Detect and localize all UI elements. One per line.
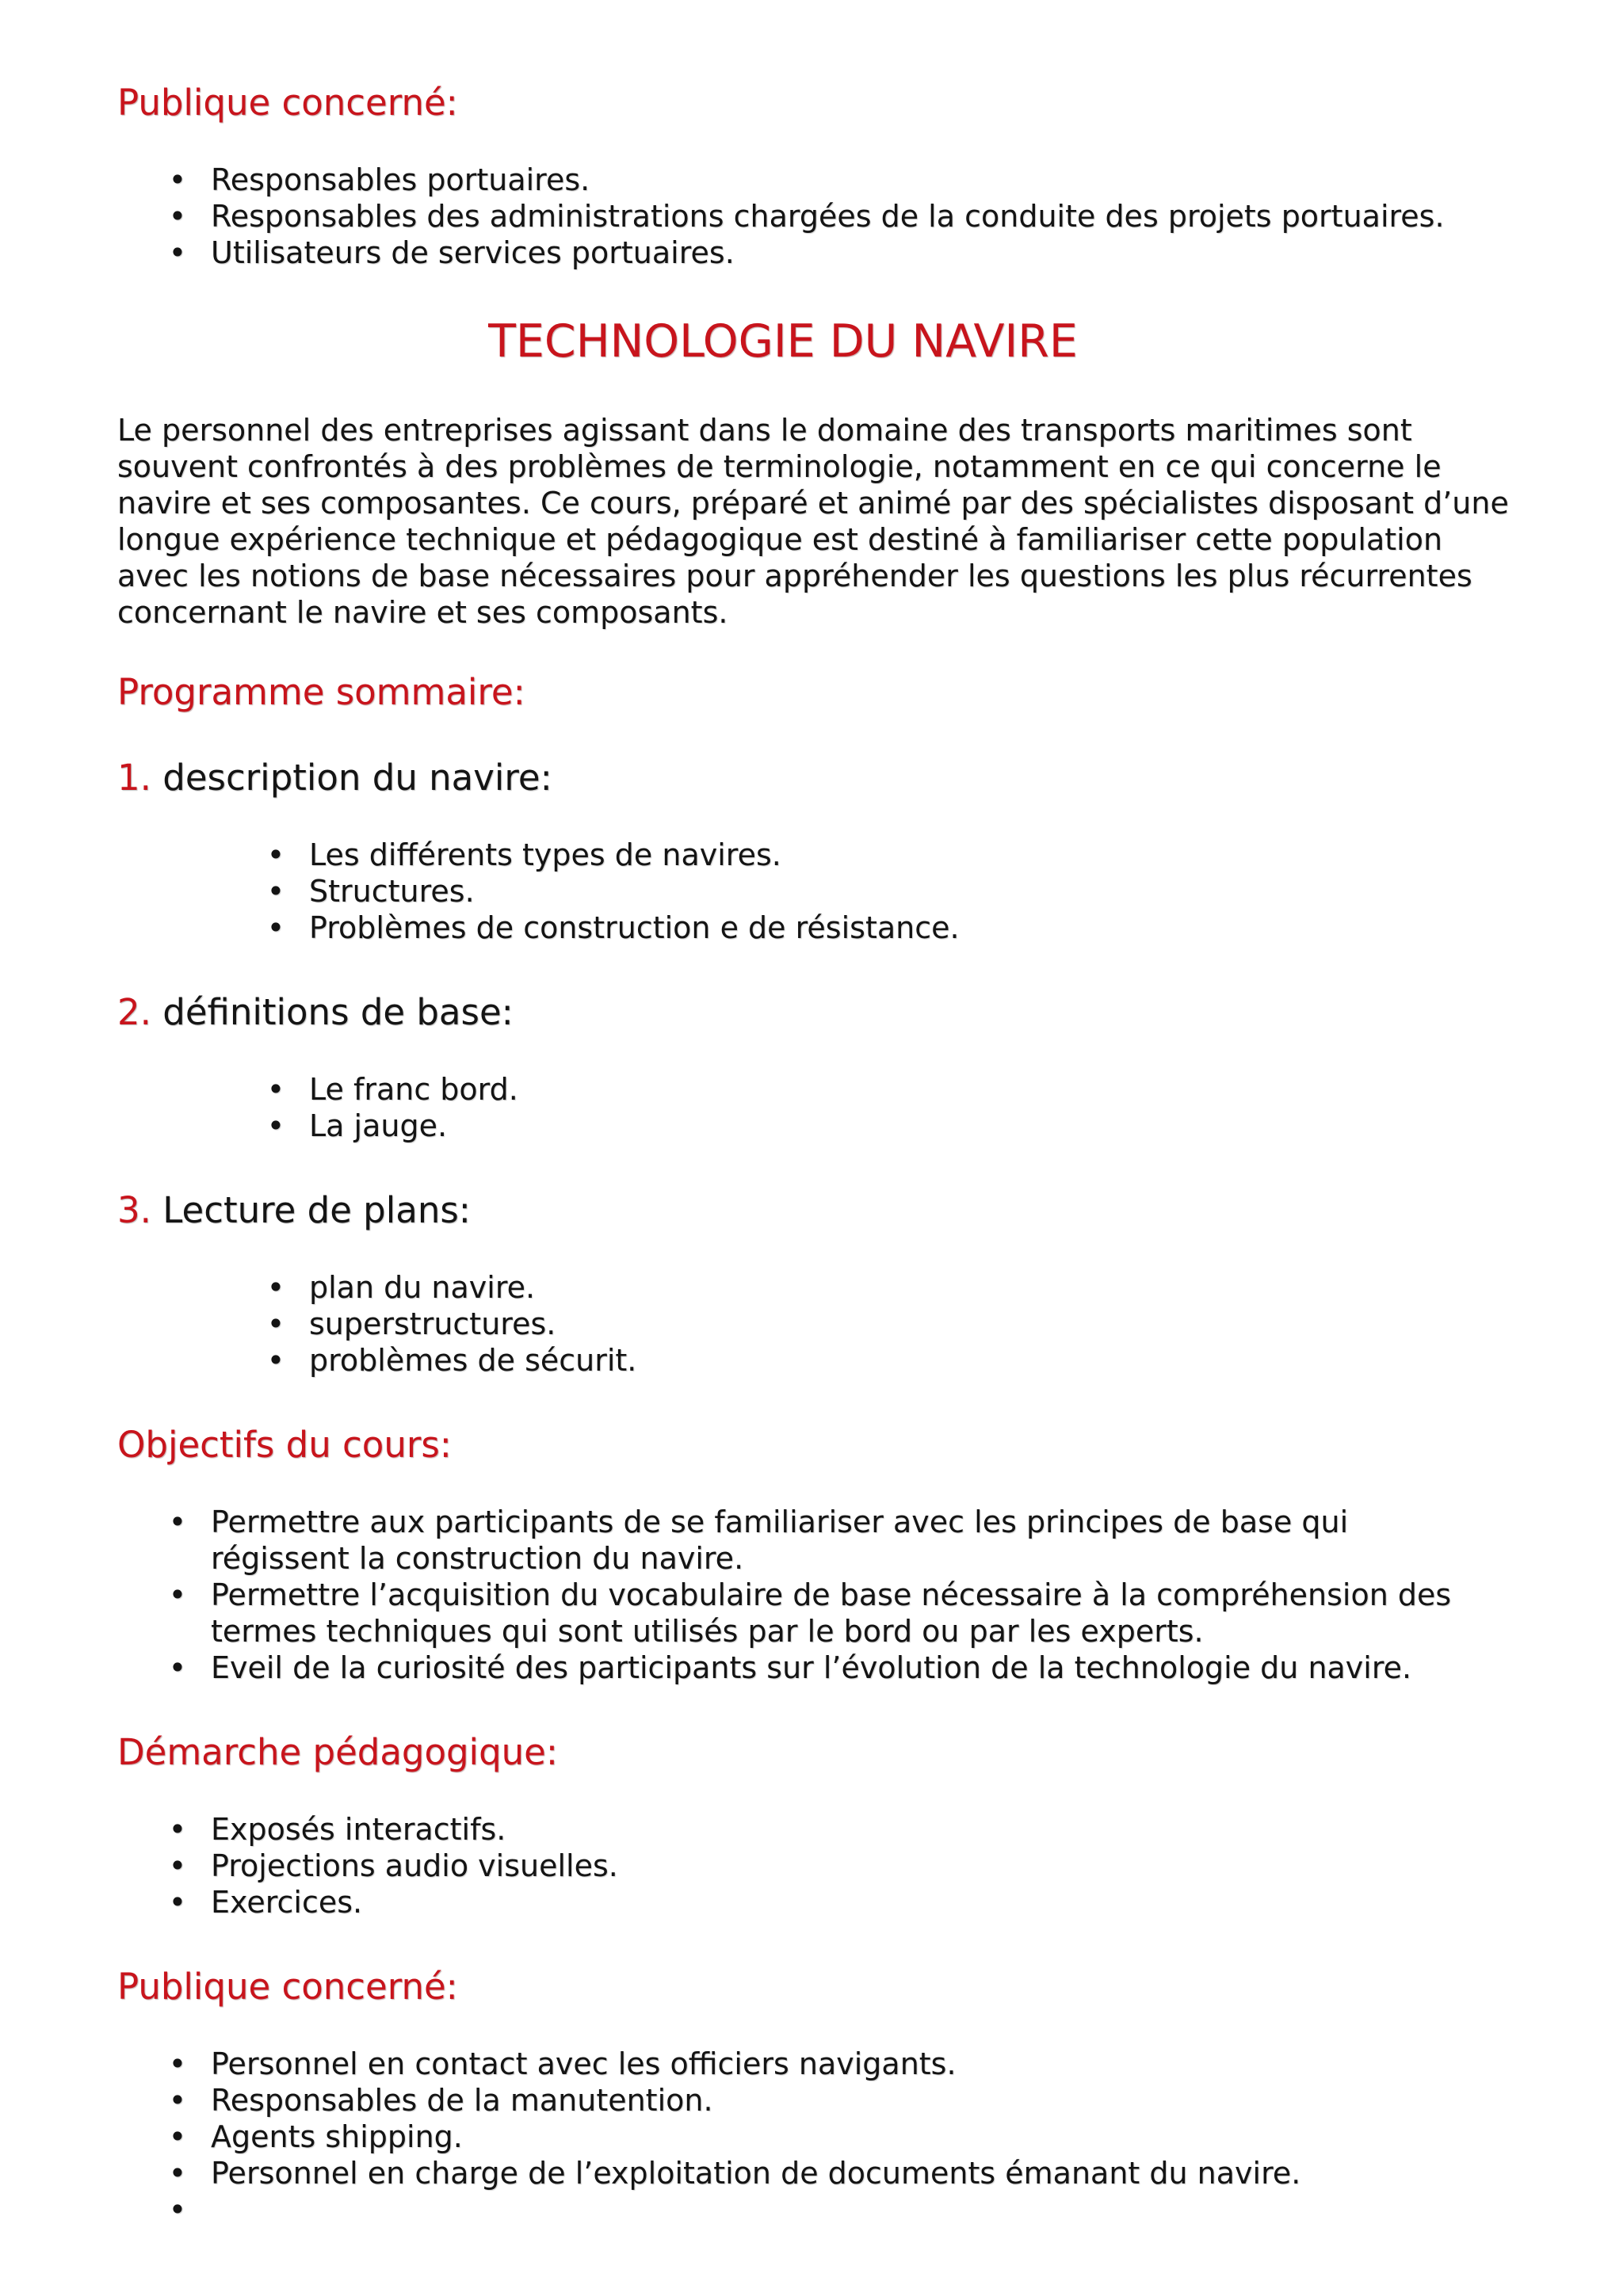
part-title: description du navire:: [162, 757, 552, 799]
list-item: • Permettre l’acquisition du vocabulaire de base nécessaire à la compréhension des termes techniques qui sont utilisés par le bord ou par les experts.: [162, 1577, 1477, 1650]
list-item: • Eveil de la curiosité des participants sur l’évolution de la technologie du navire.: [162, 1650, 1477, 1686]
list-item: • Les différents types de navires.: [260, 837, 1449, 873]
part-number: 2.: [117, 991, 151, 1033]
programme-part-3-list: [260, 1269, 1449, 1379]
list-item: • Responsables des administrations chargées de la conduite des projets portuaires.: [162, 198, 1477, 235]
method-heading: Démarche pédagogique:: [117, 1731, 558, 1773]
page-title: TECHNOLOGIE DU NAVIRE: [488, 315, 1078, 368]
bullet-icon: •: [168, 199, 187, 234]
list-item: • Le franc bord.: [260, 1071, 1449, 1108]
bullet-icon: •: [168, 1848, 187, 1883]
bullet-icon: •: [266, 1108, 285, 1143]
bullet-icon: •: [266, 1072, 285, 1107]
programme-heading: Programme sommaire:: [117, 671, 525, 713]
bullet-icon: •: [266, 1270, 285, 1305]
list-item: • Projections audio visuelles.: [162, 1848, 1477, 1884]
bullet-icon: •: [168, 235, 187, 270]
audience-list-2: [162, 2046, 1477, 2228]
list-item: • Structures.: [260, 873, 1449, 910]
list-item: • superstructures.: [260, 1306, 1449, 1342]
list-item: • problèmes de sécurit.: [260, 1342, 1449, 1379]
bullet-icon: •: [168, 1505, 187, 1539]
list-item: • Personnel en contact avec les officiers navigants.: [162, 2046, 1477, 2082]
list-item: • La jauge.: [260, 1108, 1449, 1144]
programme-part-3-heading: [117, 1187, 471, 1234]
part-number: 1.: [117, 757, 151, 799]
bullet-icon: •: [168, 1650, 187, 1685]
bullet-icon: •: [266, 874, 285, 909]
list-item: • Agents shipping.: [162, 2119, 1477, 2155]
bullet-icon: •: [266, 1343, 285, 1378]
programme-part-1-heading: [117, 754, 552, 802]
audience-list-1: [162, 162, 1477, 271]
objectives-heading: Objectifs du cours:: [117, 1424, 452, 1466]
list-item: [162, 2191, 1477, 2228]
bullet-icon: •: [168, 2156, 187, 2191]
bullet-icon: •: [168, 2119, 187, 2154]
list-item: • Responsables de la manutention.: [162, 2082, 1477, 2119]
bullet-icon: •: [168, 2192, 187, 2227]
part-number: 3.: [117, 1189, 151, 1231]
bullet-icon: •: [168, 1812, 187, 1847]
list-item: • Permettre aux participants de se familiariser avec les principes de base qui régissent la construction du navire.: [162, 1504, 1477, 1577]
list-item: • Responsables portuaires.: [162, 162, 1477, 198]
list-item: • plan du navire.: [260, 1269, 1449, 1306]
list-item: • Personnel en charge de l’exploitation de documents émanant du navire.: [162, 2155, 1477, 2191]
list-item: • Exercices.: [162, 1884, 1477, 1920]
bullet-icon: •: [168, 2083, 187, 2118]
bullet-icon: •: [168, 2046, 187, 2081]
part-title: Lecture de plans:: [162, 1189, 471, 1231]
programme-part-2-heading: [117, 989, 514, 1036]
method-list: [162, 1811, 1477, 1920]
bullet-icon: •: [168, 1577, 187, 1612]
intro-paragraph: Le personnel des entreprises agissant dans le domaine des transports maritimes sont souvent confrontés à des problèmes de terminologie, notamment en ce qui concerne le navire et ses composantes. Ce cours, préparé et animé par des spécialistes disposant d’une longue expérience technique et pédagogique est destiné à familiariser cette population avec les notions de base nécessaires pour appréhender les questions les plus récurrentes concernant le navire et ses composants.: [117, 413, 1509, 630]
part-title: définitions de base:: [162, 991, 514, 1033]
objectives-list: [162, 1504, 1477, 1686]
bullet-icon: •: [168, 162, 187, 197]
programme-part-1-list: [260, 837, 1449, 946]
list-item: • Problèmes de construction e de résistance.: [260, 910, 1449, 946]
bullet-icon: •: [266, 910, 285, 945]
list-item: • Utilisateurs de services portuaires.: [162, 235, 1477, 271]
bullet-icon: •: [266, 1306, 285, 1341]
audience-heading-1: Publique concerné:: [117, 82, 458, 124]
audience-heading-2: Publique concerné:: [117, 1966, 458, 2008]
list-item: • Exposés interactifs.: [162, 1811, 1477, 1848]
programme-part-2-list: [260, 1071, 1449, 1144]
bullet-icon: •: [266, 837, 285, 872]
bullet-icon: •: [168, 1885, 187, 1920]
